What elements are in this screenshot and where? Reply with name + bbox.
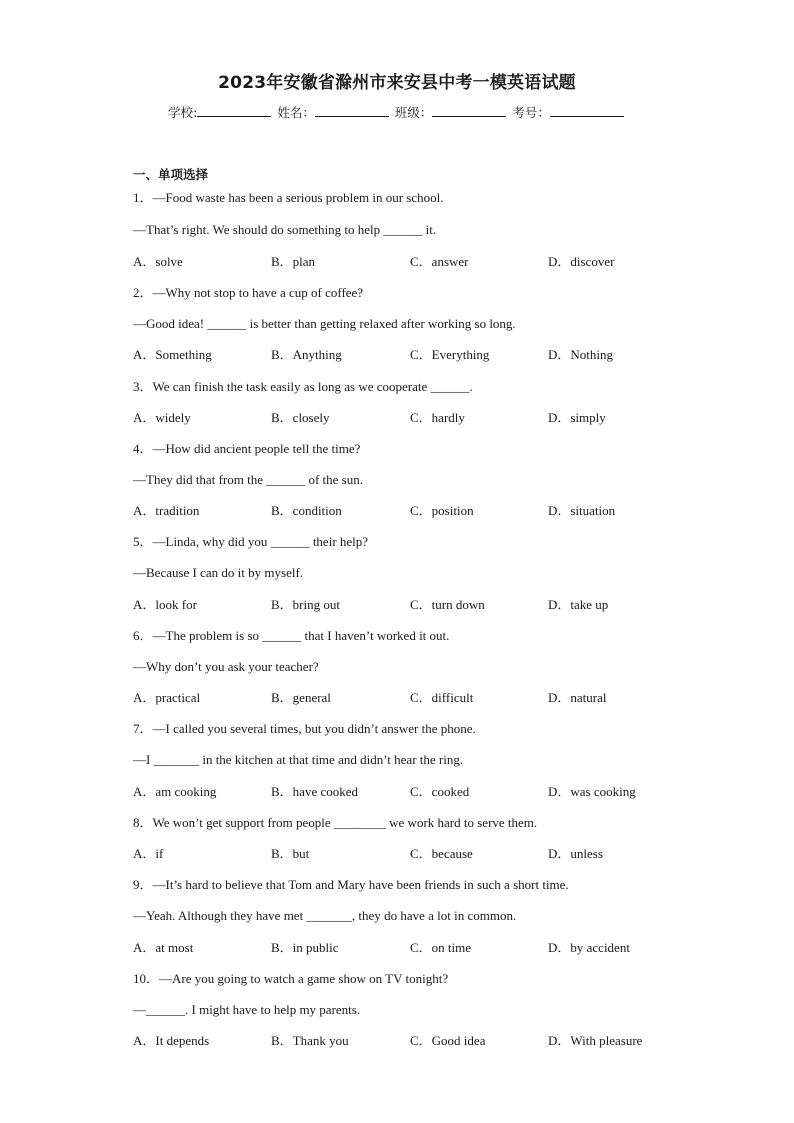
option-b[interactable]: B．Anything <box>271 347 342 362</box>
answer-options <box>133 784 693 800</box>
option-d[interactable]: D．simply <box>548 410 606 425</box>
option-a[interactable]: A．It depends <box>133 1033 210 1048</box>
question-stem: 2．—Why not stop to have a cup of coffee? <box>133 285 364 300</box>
option-d[interactable]: D．by accident <box>548 940 630 955</box>
option-d[interactable]: D．situation <box>548 503 616 518</box>
question-line: —Why don’t you ask your teacher? <box>133 659 319 674</box>
option-d[interactable]: D．discover <box>548 254 615 269</box>
question-stem: 6．—The problem is so ______ that I haven’t worked it out. <box>133 628 450 643</box>
question-stem: 7．—I called you several times, but you didn’t answer the phone. <box>133 721 476 736</box>
option-a[interactable]: A．Something <box>133 347 212 362</box>
page-title: 2023年安徽省滁州市来安县中考一模英语试题 <box>218 73 576 93</box>
option-b[interactable]: B．have cooked <box>271 784 359 799</box>
option-a[interactable]: A．tradition <box>133 503 200 518</box>
option-b[interactable]: B．bring out <box>271 597 340 612</box>
question-stem: 10．—Are you going to watch a game show on TV tonight? <box>133 971 449 986</box>
school-label: 学校: <box>168 105 198 120</box>
question-line: —That’s right. We should do something to help ______ it. <box>133 222 437 237</box>
option-c[interactable]: C．position <box>410 503 474 518</box>
question-line: —Yeah. Although they have met _______, they do have a lot in common. <box>133 908 517 923</box>
answer-options <box>133 690 693 706</box>
question-stem: 8．We won’t get support from people ________ we work hard to serve them. <box>133 815 538 830</box>
option-b[interactable]: B．but <box>271 846 310 861</box>
question-stem: 5．—Linda, why did you ______ their help? <box>133 534 369 549</box>
option-b[interactable]: B．closely <box>271 410 330 425</box>
option-c[interactable]: C．difficult <box>410 690 474 705</box>
question-stem: 9．—It’s hard to believe that Tom and Mary have been friends in such a short time. <box>133 877 569 892</box>
option-c[interactable]: C．because <box>410 846 473 861</box>
exam-number-label: 考号： <box>512 105 550 120</box>
option-c[interactable]: C．Everything <box>410 347 490 362</box>
answer-options <box>133 1033 693 1049</box>
question-line: —I _______ in the kitchen at that time and didn’t hear the ring. <box>133 752 464 767</box>
answer-options <box>133 254 693 270</box>
school-blank[interactable] <box>197 104 271 117</box>
answer-options <box>133 940 693 956</box>
option-a[interactable]: A．solve <box>133 254 183 269</box>
option-a[interactable]: A．am cooking <box>133 784 217 799</box>
student-info-line <box>0 103 794 121</box>
option-b[interactable]: B．in public <box>271 940 339 955</box>
option-a[interactable]: A．practical <box>133 690 201 705</box>
answer-options <box>133 846 693 862</box>
option-d[interactable]: D．natural <box>548 690 607 705</box>
question-line: —Good idea! ______ is better than getting relaxed after working so long. <box>133 316 516 331</box>
section-title: 一、单项选择 <box>133 167 209 182</box>
answer-options <box>133 503 693 519</box>
option-a[interactable]: A．widely <box>133 410 191 425</box>
option-a[interactable]: A．if <box>133 846 164 861</box>
option-c[interactable]: C．turn down <box>410 597 485 612</box>
answer-options <box>133 597 693 613</box>
question-stem: 1．—Food waste has been a serious problem in our school. <box>133 190 444 205</box>
name-label: 姓名： <box>277 105 315 120</box>
answer-options <box>133 410 693 426</box>
option-b[interactable]: B．plan <box>271 254 316 269</box>
answer-options <box>133 347 693 363</box>
option-b[interactable]: B．condition <box>271 503 342 518</box>
name-blank[interactable] <box>315 104 389 117</box>
class-label: 班级： <box>394 105 433 120</box>
question-line: —They did that from the ______ of the sun. <box>133 472 363 487</box>
option-c[interactable]: C．answer <box>410 254 469 269</box>
question-line: —______. I might have to help my parents. <box>133 1002 361 1017</box>
option-d[interactable]: D．Nothing <box>548 347 614 362</box>
option-d[interactable]: D．unless <box>548 846 603 861</box>
option-c[interactable]: C．cooked <box>410 784 470 799</box>
question-line: —Because I can do it by myself. <box>133 565 304 580</box>
question-stem: 3．We can finish the task easily as long as we cooperate ______. <box>133 379 473 394</box>
option-c[interactable]: C．Good idea <box>410 1033 486 1048</box>
option-c[interactable]: C．on time <box>410 940 472 955</box>
class-blank[interactable] <box>432 104 506 117</box>
option-a[interactable]: A．look for <box>133 597 197 612</box>
exam-number-blank[interactable] <box>550 104 624 117</box>
option-d[interactable]: D．take up <box>548 597 609 612</box>
option-a[interactable]: A．at most <box>133 940 194 955</box>
option-b[interactable]: B．general <box>271 690 331 705</box>
option-b[interactable]: B．Thank you <box>271 1033 349 1048</box>
question-stem: 4．—How did ancient people tell the time? <box>133 441 361 456</box>
option-d[interactable]: D．With pleasure <box>548 1033 643 1048</box>
option-c[interactable]: C．hardly <box>410 410 465 425</box>
option-d[interactable]: D．was cooking <box>548 784 636 799</box>
